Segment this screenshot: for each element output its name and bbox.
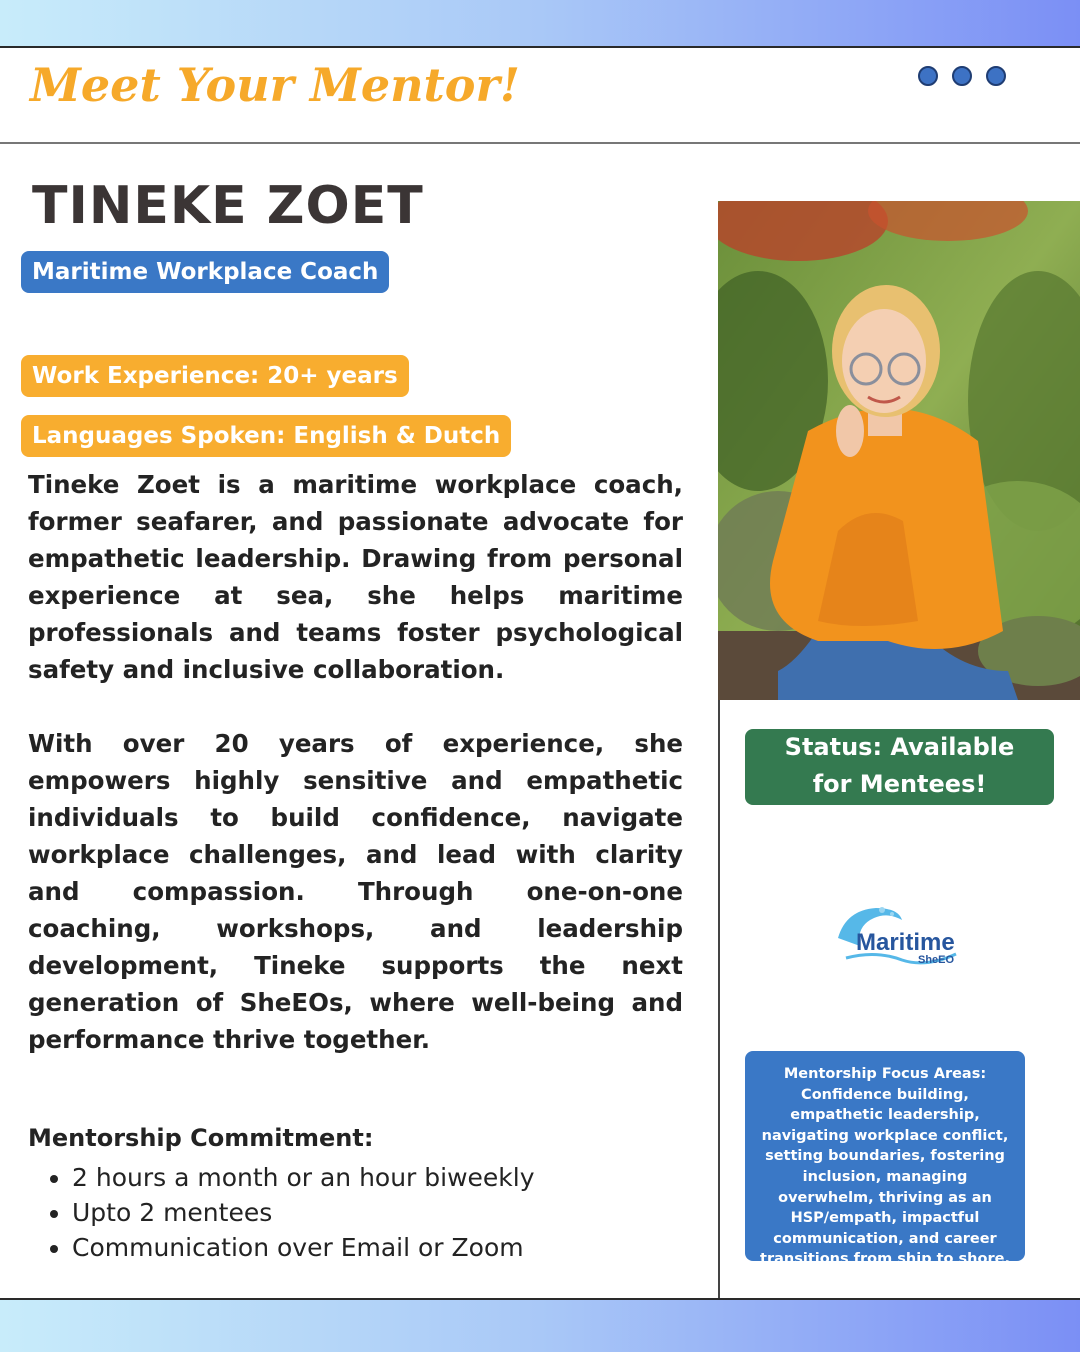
bio-paragraph-2: With over 20 years of experience, she empowers highly sensitive and empathetic individuals to build confidence, navigate workplace challenges, and lead with clarity and compassion. Through one-on-one coaching, workshops, and leadership development, Tineke supports the next generation of SheEOs, where well-being and performance thrive together. bbox=[28, 729, 683, 1054]
status-line-1: Status: Available bbox=[784, 733, 1015, 761]
commitment-list bbox=[28, 1160, 535, 1265]
bottom-gradient-band bbox=[0, 1298, 1080, 1352]
maritime-sheeo-logo bbox=[836, 902, 966, 972]
status-line-2: for Mentees! bbox=[812, 770, 987, 798]
languages-badge: Languages Spoken: English & Dutch bbox=[21, 415, 511, 457]
dot-icon bbox=[952, 66, 972, 86]
focus-areas-box: Mentorship Focus Areas: Confidence building, empathetic leadership, navigating workplace conflict, setting boundaries, fostering inclusion, managing overwhelm, thriving as an HSP/empath, impactful communication, and career transitions from ship to shore. bbox=[745, 1051, 1025, 1261]
logo-sub-text: SheEO bbox=[918, 954, 955, 966]
logo-main-text: Maritime bbox=[856, 929, 955, 956]
commitment-title: Mentorship Commitment: bbox=[28, 1124, 374, 1152]
window-dots bbox=[918, 66, 1006, 86]
page-heading: Meet Your Mentor! bbox=[30, 58, 520, 112]
mentor-photo bbox=[718, 201, 1080, 700]
list-item: • Upto 2 mentees bbox=[72, 1195, 535, 1230]
list-item: • 2 hours a month or an hour biweekly bbox=[72, 1160, 535, 1195]
status-badge bbox=[745, 729, 1054, 805]
mentor-name: TINEKE ZOET bbox=[32, 176, 424, 236]
column-divider bbox=[718, 700, 720, 1298]
list-item: • Communication over Email or Zoom bbox=[72, 1230, 535, 1265]
header-divider bbox=[0, 142, 1080, 144]
top-gradient-band bbox=[0, 0, 1080, 48]
bio-paragraph-1: Tineke Zoet is a maritime workplace coach, former seafarer, and passionate advocate for empathetic leadership. Drawing from personal experience at sea, she helps maritime professionals and teams foster psychological safety and inclusive collaboration. bbox=[28, 470, 683, 684]
dot-icon bbox=[918, 66, 938, 86]
experience-badge: Work Experience: 20+ years bbox=[21, 355, 409, 397]
portrait-illustration bbox=[718, 201, 1080, 700]
role-badge: Maritime Workplace Coach bbox=[21, 251, 389, 293]
dot-icon bbox=[986, 66, 1006, 86]
wave-logo-icon bbox=[836, 902, 966, 972]
